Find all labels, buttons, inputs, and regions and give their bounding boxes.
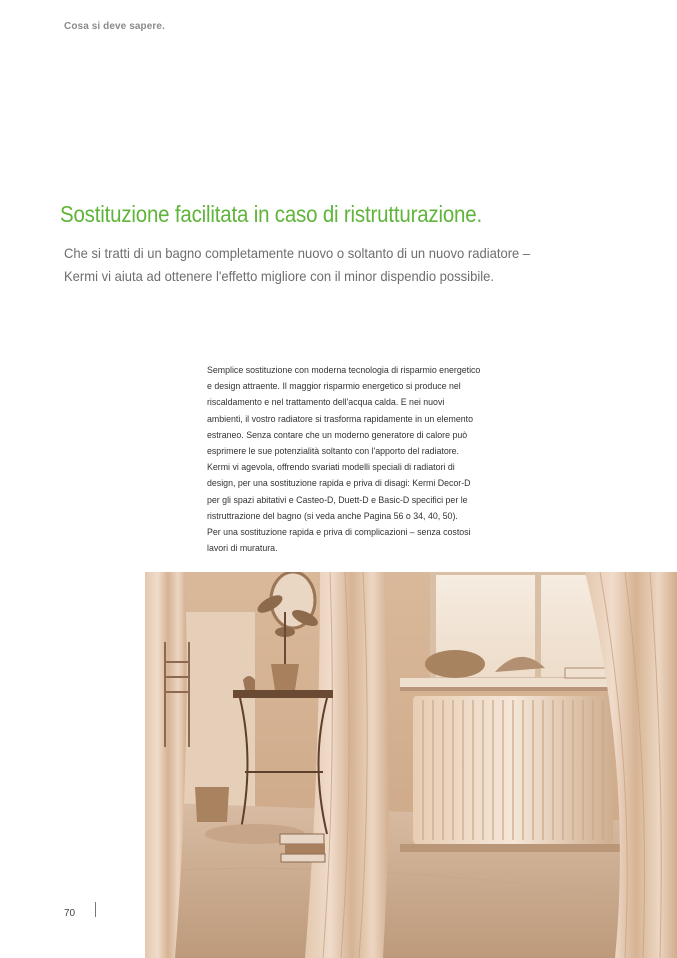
- room-radiator-photo: [145, 572, 677, 958]
- intro-line: Kermi vi aiuta ad ottenere l'effetto migliore con il minor dispendio possibile.: [64, 268, 494, 284]
- intro-paragraph: [64, 242, 566, 288]
- body-line: lavori di muratura.: [207, 542, 278, 554]
- body-paragraph: [207, 362, 489, 556]
- footer-rule: [95, 902, 96, 917]
- body-line: per gli spazi abitativi e Casteo-D, Duett-D e Basic-D specifici per le: [207, 493, 468, 505]
- body-line: estraneo. Senza contare che un moderno generatore di calore può: [207, 428, 468, 440]
- section-label: Cosa si deve sapere.: [64, 21, 165, 32]
- body-line: riscaldamento e nel trattamento dell'acqua calda. E nei nuovi: [207, 396, 445, 408]
- body-line: design, per una sostituzione rapida e priva di disagi: Kermi Decor-D: [207, 477, 471, 489]
- body-line: ristruttrazione del bagno (si veda anche Pagina 56 o 34, 40, 50).: [207, 509, 458, 521]
- body-line: ambienti, il vostro radiatore si trasforma rapidamente in un elemento: [207, 412, 473, 424]
- intro-line: Che si tratti di un bagno completamente nuovo o soltanto di un nuovo radiatore –: [64, 245, 531, 261]
- body-line: Semplice sostituzione con moderna tecnologia di risparmio energetico: [207, 364, 481, 375]
- body-line: Per una sostituzione rapida e priva di complicazioni – senza costosi: [207, 526, 471, 538]
- page-number: 70: [64, 908, 76, 919]
- body-line: Kermi vi agevola, offrendo svariati modelli speciali di radiatori di: [207, 461, 455, 473]
- body-line: e design attraente. Il maggior risparmio energetico si produce nel: [207, 380, 461, 392]
- body-line: esprimere le sue potenzialità soltanto con l'apporto del radiatore.: [207, 445, 460, 457]
- page-headline: Sostituzione facilitata in caso di ristrutturazione.: [60, 201, 482, 227]
